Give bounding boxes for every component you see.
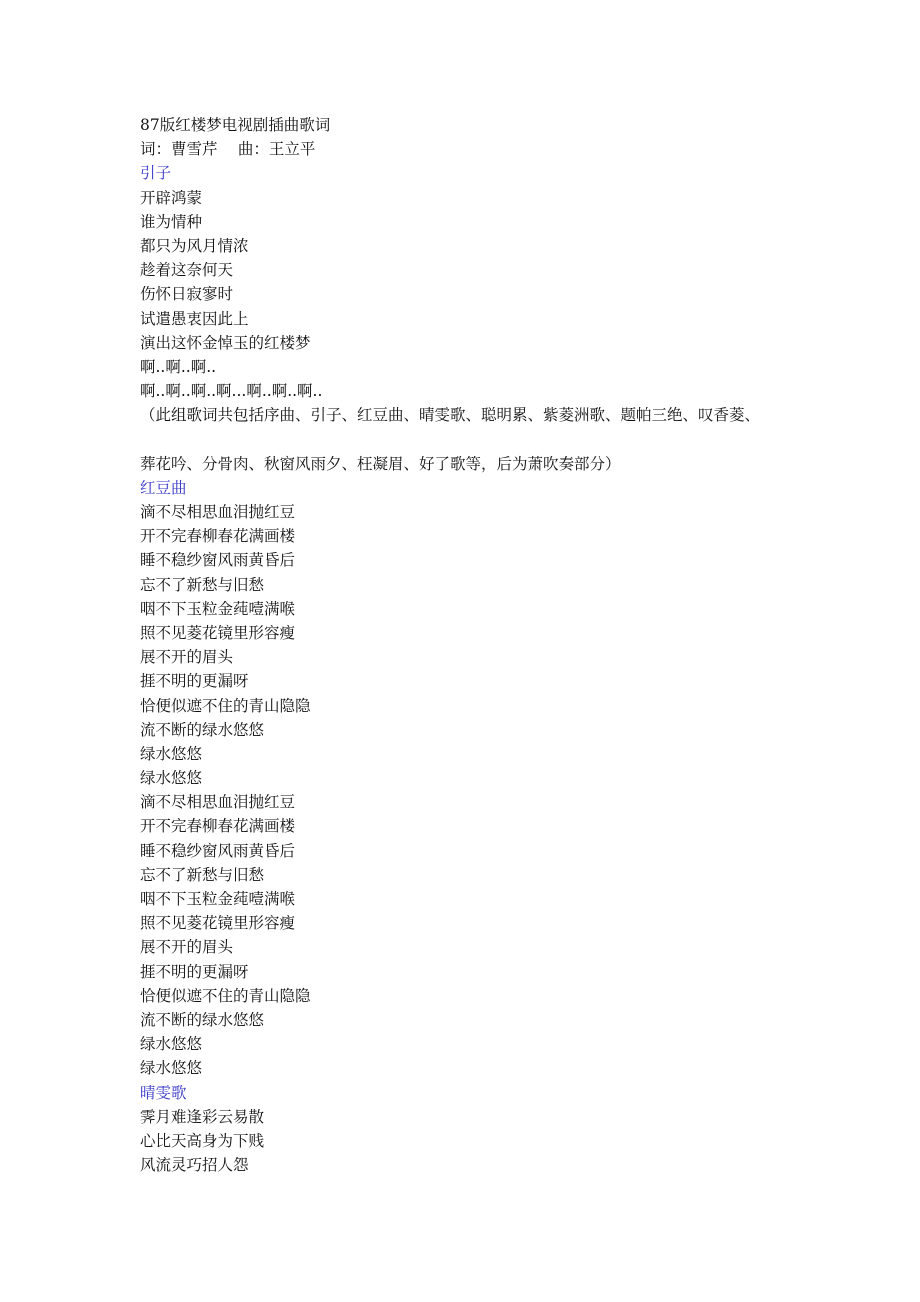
note-line: （此组歌词共包括序曲、引子、红豆曲、晴雯歌、聪明累、紫菱洲歌、题帕三绝、叹香菱、 bbox=[140, 406, 761, 425]
lyric-line: 流不断的绿水悠悠 bbox=[140, 1010, 265, 1029]
lyric-line: 恰便似遮不住的青山隐隐 bbox=[140, 696, 311, 715]
lyric-line: 睡不稳纱窗风雨黄昏后 bbox=[140, 841, 296, 860]
lyric-line: 照不见菱花镜里形容瘦 bbox=[140, 914, 296, 933]
lyric-line: 咽不下玉粒金莼噎满喉 bbox=[140, 890, 296, 908]
lyric-line: 流不断的绿水悠悠 bbox=[140, 720, 265, 739]
lyric-line: 开不完春柳春花满画楼 bbox=[140, 817, 296, 836]
lyric-line: 滴不尽相思血泪抛红豆 bbox=[140, 793, 296, 812]
lyric-line: 伤怀日寂寥时 bbox=[140, 285, 234, 304]
lyric-line: 风流灵巧招人怨 bbox=[140, 1156, 249, 1175]
lyric-line: 忘不了新愁与旧愁 bbox=[140, 575, 265, 594]
lyric-line: 恰便似遮不住的青山隐隐 bbox=[140, 986, 311, 1005]
document-title: 87版红楼梦电视剧插曲歌词 bbox=[140, 116, 331, 134]
section-heading: 红豆曲 bbox=[140, 478, 187, 497]
lyric-line: 绿水悠悠 bbox=[140, 1059, 203, 1078]
lyric-line: 趁着这奈何天 bbox=[140, 261, 234, 280]
lyric-line: 绿水悠悠 bbox=[140, 1035, 203, 1054]
lyric-line: 滴不尽相思血泪抛红豆 bbox=[140, 503, 296, 521]
paragraph-gap bbox=[140, 427, 820, 451]
lyric-line: 睡不稳纱窗风雨黄昏后 bbox=[140, 551, 296, 570]
lyric-line: 啊..啊..啊.. bbox=[140, 357, 217, 376]
lyric-line: 谁为情种 bbox=[140, 212, 203, 231]
section-heading: 晴雯歌 bbox=[140, 1083, 187, 1102]
lyric-line: 心比天高身为下贱 bbox=[140, 1131, 265, 1150]
lyric-line: 演出这怀金悼玉的红楼梦 bbox=[140, 333, 311, 352]
lyric-line: 啊..啊..啊..啊...啊..啊..啊.. bbox=[140, 382, 323, 401]
lyric-line: 捱不明的更漏呀 bbox=[140, 962, 249, 981]
lyric-line: 开辟鸿蒙 bbox=[140, 188, 203, 207]
lyric-line: 忘不了新愁与旧愁 bbox=[140, 865, 265, 884]
lyric-line: 开不完春柳春花满画楼 bbox=[140, 527, 296, 546]
lyric-line: 都只为风月情浓 bbox=[140, 236, 249, 255]
lyric-line: 照不见菱花镜里形容瘦 bbox=[140, 623, 296, 642]
lyric-line: 试遣愚衷因此上 bbox=[140, 309, 249, 328]
note-line: 葬花吟、分骨肉、秋窗风雨夕、枉凝眉、好了歌等，后为萧吹奏部分） bbox=[140, 454, 621, 473]
section-heading: 引子 bbox=[140, 164, 172, 183]
lyric-line: 绿水悠悠 bbox=[140, 744, 203, 763]
lyric-line: 绿水悠悠 bbox=[140, 769, 203, 788]
lyric-line: 捱不明的更漏呀 bbox=[140, 672, 249, 691]
lyric-line: 展不开的眉头 bbox=[140, 938, 234, 957]
credits-line: 词：曹雪芹 曲：王立平 bbox=[140, 140, 316, 159]
lyric-line: 霁月难逢彩云易散 bbox=[140, 1107, 265, 1126]
lyric-line: 展不开的眉头 bbox=[140, 648, 234, 667]
document-body bbox=[140, 113, 820, 1177]
lyric-line: 咽不下玉粒金莼噎满喉 bbox=[140, 599, 296, 618]
lyrics-sections bbox=[140, 161, 820, 1177]
